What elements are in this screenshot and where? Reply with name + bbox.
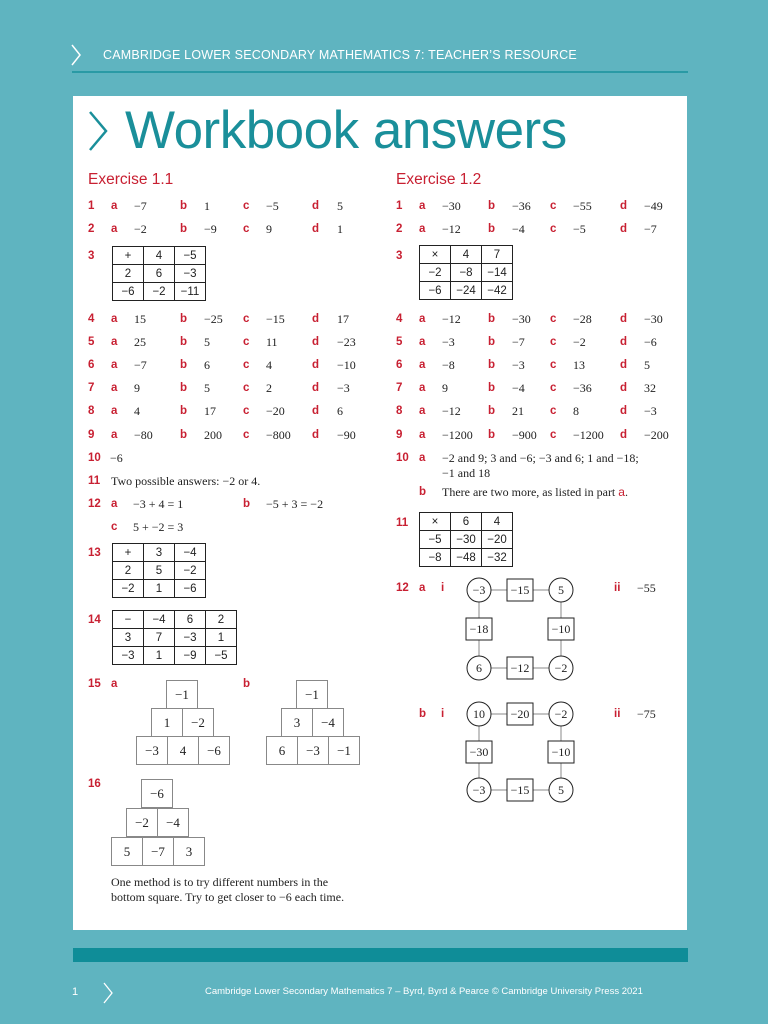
part-label: b — [488, 405, 496, 417]
table-cell: 5 — [144, 562, 175, 580]
pyramid-cell: −4 — [312, 708, 344, 737]
answer-value: −1 and 18 — [442, 466, 491, 480]
punctuation: . — [624, 485, 628, 499]
part-label: d — [312, 313, 320, 325]
question-number: 16 — [88, 778, 101, 790]
part-label: b — [180, 223, 188, 235]
part-label: b — [488, 313, 496, 325]
part-label: a — [111, 429, 118, 441]
part-label: a — [419, 200, 426, 212]
part-label: a — [111, 405, 118, 417]
answer-value: −25 — [204, 312, 223, 326]
pyramid-cell: −1 — [328, 736, 360, 765]
part-label: b — [180, 429, 188, 441]
table-cell: × — [420, 513, 451, 531]
part-label: d — [620, 223, 628, 235]
answer-value: 6 — [204, 358, 210, 372]
part-label: i — [441, 582, 445, 594]
question-number: 3 — [396, 250, 403, 262]
multiplication-table-q11 — [419, 512, 513, 567]
pyramid-cell: 6 — [266, 736, 298, 765]
question-number: 5 — [88, 336, 95, 348]
answer-value: −30 — [442, 199, 461, 213]
question-number: 7 — [396, 382, 403, 394]
part-label: a — [419, 582, 426, 594]
table-cell: + — [113, 544, 144, 562]
part-label: a — [111, 336, 118, 348]
table-cell: 4 — [451, 246, 482, 264]
part-label: b — [180, 200, 188, 212]
part-label: d — [312, 200, 320, 212]
answer-value: −30 — [644, 312, 663, 326]
pyramid-cell: 1 — [151, 708, 183, 737]
part-label: c — [550, 223, 557, 235]
table-cell: 1 — [144, 580, 175, 598]
part-label: c — [243, 382, 250, 394]
pyramid-cell: −3 — [136, 736, 168, 765]
answer-value: −75 — [637, 707, 656, 721]
answer-value: −6 — [644, 335, 657, 349]
part-label: a — [419, 336, 426, 348]
node-value: −18 — [469, 622, 489, 636]
question-number: 9 — [88, 429, 95, 441]
table-cell: 2 — [113, 265, 144, 283]
node-value: 10 — [473, 707, 485, 721]
table-cell: 4 — [482, 513, 513, 531]
answer-value: 5 — [337, 199, 343, 213]
answer-value: Two possible answers: −2 or 4. — [111, 474, 261, 488]
answer-value: 11 — [266, 335, 278, 349]
table-cell: 6 — [144, 265, 175, 283]
table-cell: −5 — [175, 247, 206, 265]
table-cell: −6 — [113, 283, 144, 301]
question-number: 8 — [396, 405, 403, 417]
pyramid-cell: 5 — [111, 837, 143, 866]
part-label: ii — [614, 708, 621, 720]
part-label: a — [419, 429, 426, 441]
answer-value: −12 — [442, 222, 461, 236]
part-label: b — [488, 359, 496, 371]
table-cell: 3 — [144, 544, 175, 562]
part-label: b — [243, 678, 251, 690]
table-cell: −48 — [451, 549, 482, 567]
table-cell: −3 — [175, 629, 206, 647]
page-number: 1 — [72, 986, 79, 998]
question-number: 2 — [396, 223, 403, 235]
table-cell: −30 — [451, 531, 482, 549]
answer-value: −8 — [442, 358, 455, 372]
part-label: a — [419, 313, 426, 325]
question-number: 8 — [88, 405, 95, 417]
answer-value: −90 — [337, 428, 356, 442]
answer-value: −3 — [442, 335, 455, 349]
part-label: d — [312, 336, 320, 348]
part-label: b — [488, 382, 496, 394]
footer-band — [73, 948, 688, 962]
part-label: b — [180, 359, 188, 371]
answer-value: −12 — [442, 312, 461, 326]
part-label: d — [312, 429, 320, 441]
answer-value: 9 — [134, 381, 140, 395]
chevron-right-icon — [70, 44, 82, 66]
table-cell: −4 — [175, 544, 206, 562]
question-number: 12 — [88, 498, 101, 510]
answer-value: 5 — [204, 381, 210, 395]
part-label: b — [243, 498, 251, 510]
table-cell: −42 — [482, 282, 513, 300]
exercise-1-2-title: Exercise 1.2 — [396, 171, 482, 188]
part-label: c — [550, 382, 557, 394]
answer-value: −2 — [573, 335, 586, 349]
answer-value: −12 — [442, 404, 461, 418]
table-cell: −5 — [206, 647, 237, 665]
question-number: 12 — [396, 582, 409, 594]
part-label: c — [243, 336, 250, 348]
node-value: −10 — [551, 745, 571, 759]
chevron-right-icon — [87, 110, 109, 152]
part-label: d — [312, 223, 320, 235]
question-number: 5 — [396, 336, 403, 348]
part-label: i — [441, 708, 445, 720]
node-value: −30 — [469, 745, 489, 759]
answer-value: 15 — [134, 312, 146, 326]
answer-value: −3 — [512, 358, 525, 372]
answer-value: 1 — [337, 222, 343, 236]
question-number: 7 — [88, 382, 95, 394]
table-cell: −2 — [144, 283, 175, 301]
answer-value: −10 — [337, 358, 356, 372]
ring-diagram-12bi — [466, 702, 574, 802]
table-cell: + — [113, 247, 144, 265]
table-cell: 6 — [175, 611, 206, 629]
table-cell: −14 — [482, 264, 513, 282]
pyramid-cell: 3 — [173, 837, 205, 866]
answer-value: 13 — [573, 358, 585, 372]
answer-value: 5 + −2 = 3 — [133, 520, 184, 534]
part-label: c — [243, 405, 250, 417]
answer-value: −4 — [512, 222, 525, 236]
table-cell: −24 — [451, 282, 482, 300]
pyramid-cell: −6 — [141, 779, 173, 808]
pyramid-cell: −1 — [296, 680, 328, 709]
answer-value: −15 — [266, 312, 285, 326]
part-label: d — [312, 359, 320, 371]
table-cell: 1 — [206, 629, 237, 647]
question-number: 15 — [88, 678, 101, 690]
pyramid-cell: 3 — [281, 708, 313, 737]
exercise-1-1-title: Exercise 1.1 — [88, 171, 174, 188]
table-cell: × — [420, 246, 451, 264]
answer-value: −1200 — [442, 428, 473, 442]
part-label: c — [243, 359, 250, 371]
table-cell: −6 — [420, 282, 451, 300]
part-label: b — [488, 336, 496, 348]
answer-value: −30 — [512, 312, 531, 326]
answer-value: −900 — [512, 428, 537, 442]
answer-value: 21 — [512, 404, 524, 418]
part-label: c — [550, 405, 557, 417]
answer-value: −55 — [573, 199, 592, 213]
part-label: d — [620, 313, 628, 325]
question-number: 1 — [88, 200, 95, 212]
table-cell: −4 — [144, 611, 175, 629]
table-cell: −8 — [451, 264, 482, 282]
answer-value: 9 — [266, 222, 272, 236]
addition-table-q13 — [112, 543, 206, 598]
table-cell: −2 — [175, 562, 206, 580]
answer-value: 32 — [644, 381, 656, 395]
answer-value: 25 — [134, 335, 146, 349]
answer-value: −36 — [512, 199, 531, 213]
answer-value: −3 + 4 = 1 — [133, 497, 184, 511]
answer-value: 2 — [266, 381, 272, 395]
part-label: b — [180, 336, 188, 348]
part-label: c — [243, 200, 250, 212]
table-cell: 7 — [482, 246, 513, 264]
pyramid-cell: 4 — [167, 736, 199, 765]
part-label: d — [620, 359, 628, 371]
part-label: d — [620, 336, 628, 348]
question-number: 11 — [88, 475, 101, 487]
footer-copyright: Cambridge Lower Secondary Mathematics 7 – Byrd, Byrd & Pearce © Cambridge University Press 2021 — [205, 986, 643, 997]
answer-value: 9 — [442, 381, 448, 395]
part-label: a — [111, 200, 118, 212]
pyramid-cell: −7 — [142, 837, 174, 866]
pyramid-cell: −2 — [126, 808, 158, 837]
answer-value: −20 — [266, 404, 285, 418]
node-value: 6 — [476, 661, 482, 675]
node-value: −10 — [551, 622, 571, 636]
answer-value: 200 — [204, 428, 222, 442]
answer-value: −7 — [644, 222, 657, 236]
answer-value: −49 — [644, 199, 663, 213]
question-number: 9 — [396, 429, 403, 441]
table-cell: −8 — [420, 549, 451, 567]
part-label: d — [620, 429, 628, 441]
question-number: 4 — [396, 313, 403, 325]
table-cell: 3 — [113, 629, 144, 647]
table-cell: 2 — [206, 611, 237, 629]
table-cell: − — [113, 611, 144, 629]
pyramid-cell: −3 — [297, 736, 329, 765]
part-label: d — [312, 405, 320, 417]
table-cell: 1 — [144, 647, 175, 665]
answer-value: −2 — [134, 222, 147, 236]
table-cell: −6 — [175, 580, 206, 598]
part-label: d — [620, 382, 628, 394]
part-label: a — [111, 498, 118, 510]
table-cell: 4 — [144, 247, 175, 265]
pyramid-cell: −6 — [198, 736, 230, 765]
answer-value: −3 — [337, 381, 350, 395]
answer-value: −800 — [266, 428, 291, 442]
part-label: b — [180, 313, 188, 325]
subtraction-table-q14 — [112, 610, 237, 665]
answer-value: −3 — [644, 404, 657, 418]
addition-table-q3 — [112, 246, 206, 301]
part-label: c — [243, 429, 250, 441]
part-label: b — [488, 223, 496, 235]
answer-value: −7 — [134, 199, 147, 213]
table-cell: −32 — [482, 549, 513, 567]
node-value: −3 — [472, 783, 486, 797]
part-label: c — [550, 200, 557, 212]
answer-value: −4 — [512, 381, 525, 395]
part-label: b — [488, 200, 496, 212]
part-label: b — [419, 708, 427, 720]
part-label: a — [419, 382, 426, 394]
answer-value: −5 + 3 = −2 — [266, 497, 324, 511]
answer-value: −2 and 9; 3 and −6; −3 and 6; 1 and −18; — [442, 451, 639, 465]
answer-value: −7 — [134, 358, 147, 372]
answer-value: −36 — [573, 381, 592, 395]
header-title: CAMBRIDGE LOWER SECONDARY MATHEMATICS 7: TEACHER’S RESOURCE — [103, 48, 577, 62]
node-value: 5 — [558, 583, 564, 597]
table-cell: 6 — [451, 513, 482, 531]
part-label: c — [550, 359, 557, 371]
question-number: 4 — [88, 313, 95, 325]
part-label: ii — [614, 582, 621, 594]
part-label: a — [111, 313, 118, 325]
pyramid-cell: −2 — [182, 708, 214, 737]
node-value: −3 — [472, 583, 486, 597]
part-label: c — [550, 336, 557, 348]
question-number: 6 — [396, 359, 403, 371]
table-cell: −3 — [113, 647, 144, 665]
answer-value: −23 — [337, 335, 356, 349]
table-cell: −3 — [175, 265, 206, 283]
part-label: d — [620, 405, 628, 417]
pyramid-cell: −1 — [166, 680, 198, 709]
node-value: 5 — [558, 783, 564, 797]
question-number: 1 — [396, 200, 403, 212]
part-reference: a — [618, 485, 625, 499]
part-label: a — [419, 405, 426, 417]
part-label: c — [550, 429, 557, 441]
answer-value: There are two more, as listed in part — [442, 485, 616, 499]
question-number: 10 — [396, 452, 409, 464]
answer-value: −6 — [110, 451, 123, 465]
table-cell: 7 — [144, 629, 175, 647]
node-value: −15 — [510, 783, 530, 797]
part-label: a — [111, 223, 118, 235]
table-cell: −2 — [420, 264, 451, 282]
answer-value: −200 — [644, 428, 669, 442]
answer-value: 5 — [644, 358, 650, 372]
part-label: a — [419, 452, 426, 464]
answer-value: −9 — [204, 222, 217, 236]
part-label: b — [488, 429, 496, 441]
answer-value: −28 — [573, 312, 592, 326]
table-cell: −9 — [175, 647, 206, 665]
answer-value: −55 — [637, 581, 656, 595]
answer-value: −5 — [266, 199, 279, 213]
part-label: a — [111, 359, 118, 371]
part-label: c — [243, 223, 250, 235]
part-label: a — [419, 223, 426, 235]
part-label: d — [620, 200, 628, 212]
part-label: c — [111, 521, 118, 533]
answer-value: −80 — [134, 428, 153, 442]
part-label: c — [550, 313, 557, 325]
answer-value: 5 — [204, 335, 210, 349]
pyramid-cell: −4 — [157, 808, 189, 837]
ring-diagram-12ai — [466, 578, 574, 680]
node-value: −12 — [510, 661, 530, 675]
question-number: 10 — [88, 452, 101, 464]
answer-value: 8 — [573, 404, 579, 418]
node-value: −2 — [554, 707, 568, 721]
multiplication-ring-diagrams — [460, 574, 580, 810]
table-cell: −11 — [175, 283, 206, 301]
part-label: d — [312, 382, 320, 394]
question-number: 13 — [88, 547, 101, 559]
multiplication-table-q3 — [419, 245, 513, 300]
part-label: b — [419, 486, 427, 498]
question-number: 3 — [88, 250, 95, 262]
node-value: −2 — [554, 661, 568, 675]
answer-value: 4 — [134, 404, 140, 418]
table-cell: −2 — [113, 580, 144, 598]
part-label: c — [243, 313, 250, 325]
part-label: a — [111, 678, 118, 690]
table-cell: 2 — [113, 562, 144, 580]
page-title: Workbook answers — [125, 101, 567, 160]
answer-value: −5 — [573, 222, 586, 236]
chevron-right-icon — [102, 982, 114, 1004]
part-label: a — [419, 359, 426, 371]
q16-note: One method is to try different numbers in the bottom square. Try to get closer to −6 each time. — [111, 875, 345, 904]
question-number: 14 — [88, 614, 101, 626]
node-value: −20 — [510, 707, 530, 721]
answer-value: 1 — [204, 199, 210, 213]
answer-value: 17 — [204, 404, 216, 418]
part-label: a — [111, 382, 118, 394]
answer-value: −1200 — [573, 428, 604, 442]
part-label: b — [180, 405, 188, 417]
answer-value: 6 — [337, 404, 343, 418]
part-label: b — [180, 382, 188, 394]
header-divider — [72, 71, 688, 73]
table-cell: −20 — [482, 531, 513, 549]
table-cell: −5 — [420, 531, 451, 549]
answer-value: −7 — [512, 335, 525, 349]
answer-value: 4 — [266, 358, 272, 372]
node-value: −15 — [510, 583, 530, 597]
question-number: 11 — [396, 517, 409, 529]
question-number: 6 — [88, 359, 95, 371]
answer-value: 17 — [337, 312, 349, 326]
question-number: 2 — [88, 223, 95, 235]
